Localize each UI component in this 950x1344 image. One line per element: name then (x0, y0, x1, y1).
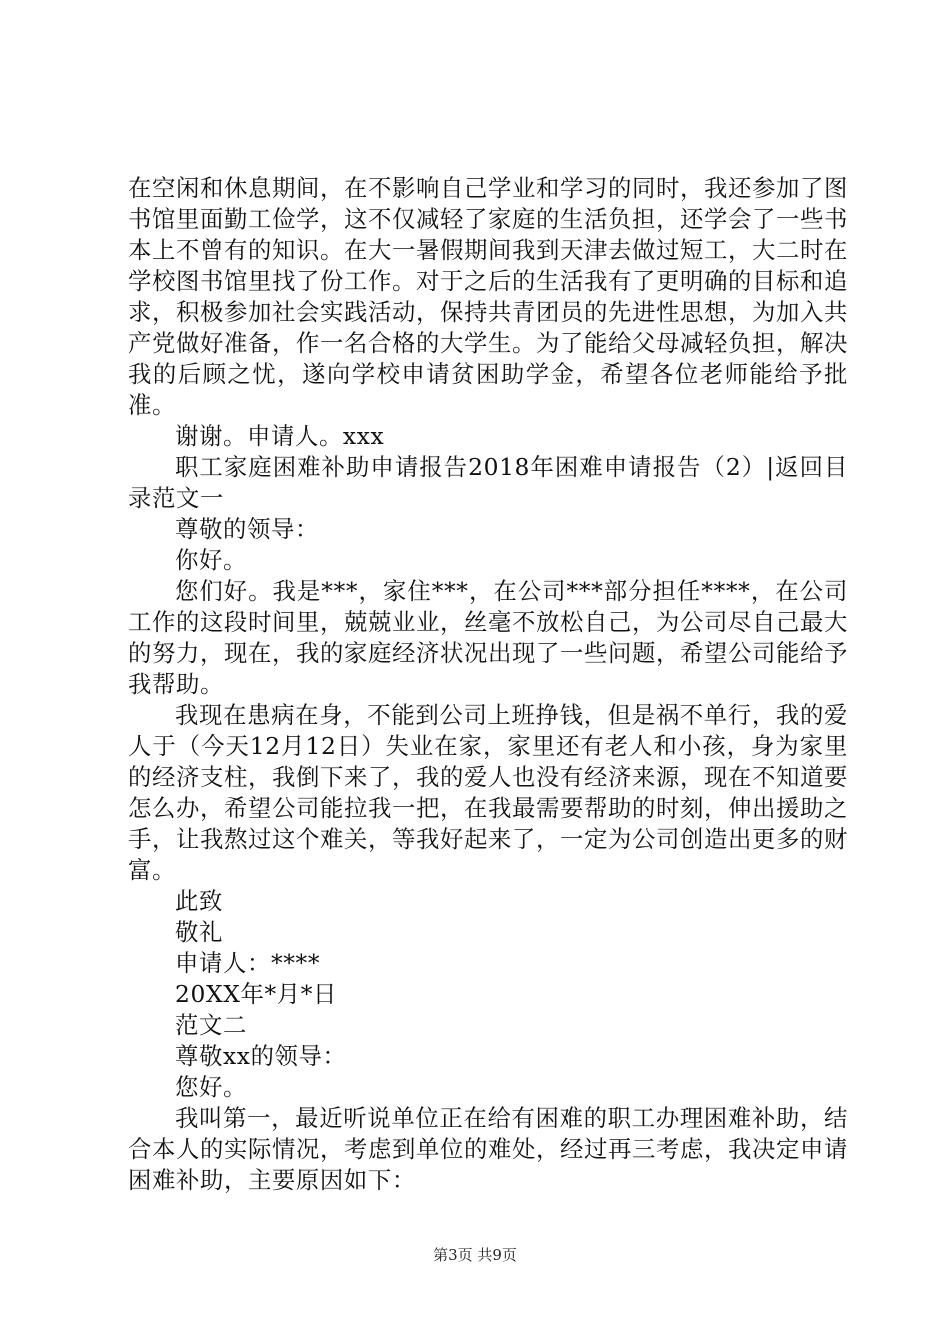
paragraph-salutation-2: 尊敬xx的领导： (175, 1042, 347, 1070)
paragraph-section-title: 职工家庭困难补助申请报告2018年困难申请报告（2）|返回目录范文一 (128, 453, 848, 512)
page-number-footer: 第3页 共9页 (433, 1246, 517, 1264)
paragraph-date: 20XX年*月*日 (175, 980, 338, 1008)
paragraph-greeting-2: 您好。 (175, 1073, 247, 1101)
paragraph-greeting: 你好。 (175, 546, 247, 574)
paragraph-reason-intro: 我叫第一，最近听说单位正在给有困难的职工办理困难补助，结合本人的实际情况，考虑到单位的难处，经过再三考虑，我决定申请困难补助，主要原因如下： (128, 1104, 848, 1194)
paragraph-work-study: 在空闲和休息期间，在不影响自己学业和学习的同时，我还参加了图书馆里面勤工俭学，这不仅减轻了家庭的生活负担，还学会了一些书本上不曾有的知识。在大一暑假期间我到天津去做过短工，大二时在学校图书馆里找了份工作。对于之后的生活我有了更明确的目标和追求，积极参加社会实践活动，保持共青团员的先进性思想，为加入共产党做好准备，作一名合格的大学生。为了能给父母减轻负担，解决我的后顾之忧，遂向学校申请贫困助学金，希望各位老师能给予批准。 (128, 174, 848, 419)
paragraph-salutation: 尊敬的领导： (175, 515, 319, 543)
paragraph-closing-2: 敬礼 (175, 918, 223, 946)
paragraph-thanks-applicant: 谢谢。申请人。xxx (175, 422, 385, 450)
paragraph-closing-1: 此致 (175, 887, 223, 915)
paragraph-sample-two: 范文二 (175, 1011, 247, 1039)
paragraph-situation: 我现在患病在身，不能到公司上班挣钱，但是祸不单行，我的爱人于（今天12月12日）失业在家，家里还有老人和小孩，身为家里的经济支柱，我倒下来了，我的爱人也没有经济来源，现在不知道要怎么办，希望公司能拉我一把，在我最需要帮助的时刻，伸出援助之手，让我熬过这个难关，等我好起来了，一定为公司创造出更多的财富。 (128, 701, 848, 884)
paragraph-introduction: 您们好。我是***，家住***，在公司***部分担任****，在公司工作的这段时间里，兢兢业业，丝毫不放松自己，为公司尽自己最大的努力，现在，我的家庭经济状况出现了一些问题，希望公司能给予我帮助。 (128, 577, 848, 698)
document-body (128, 173, 848, 1196)
paragraph-applicant: 申请人：**** (175, 949, 321, 977)
